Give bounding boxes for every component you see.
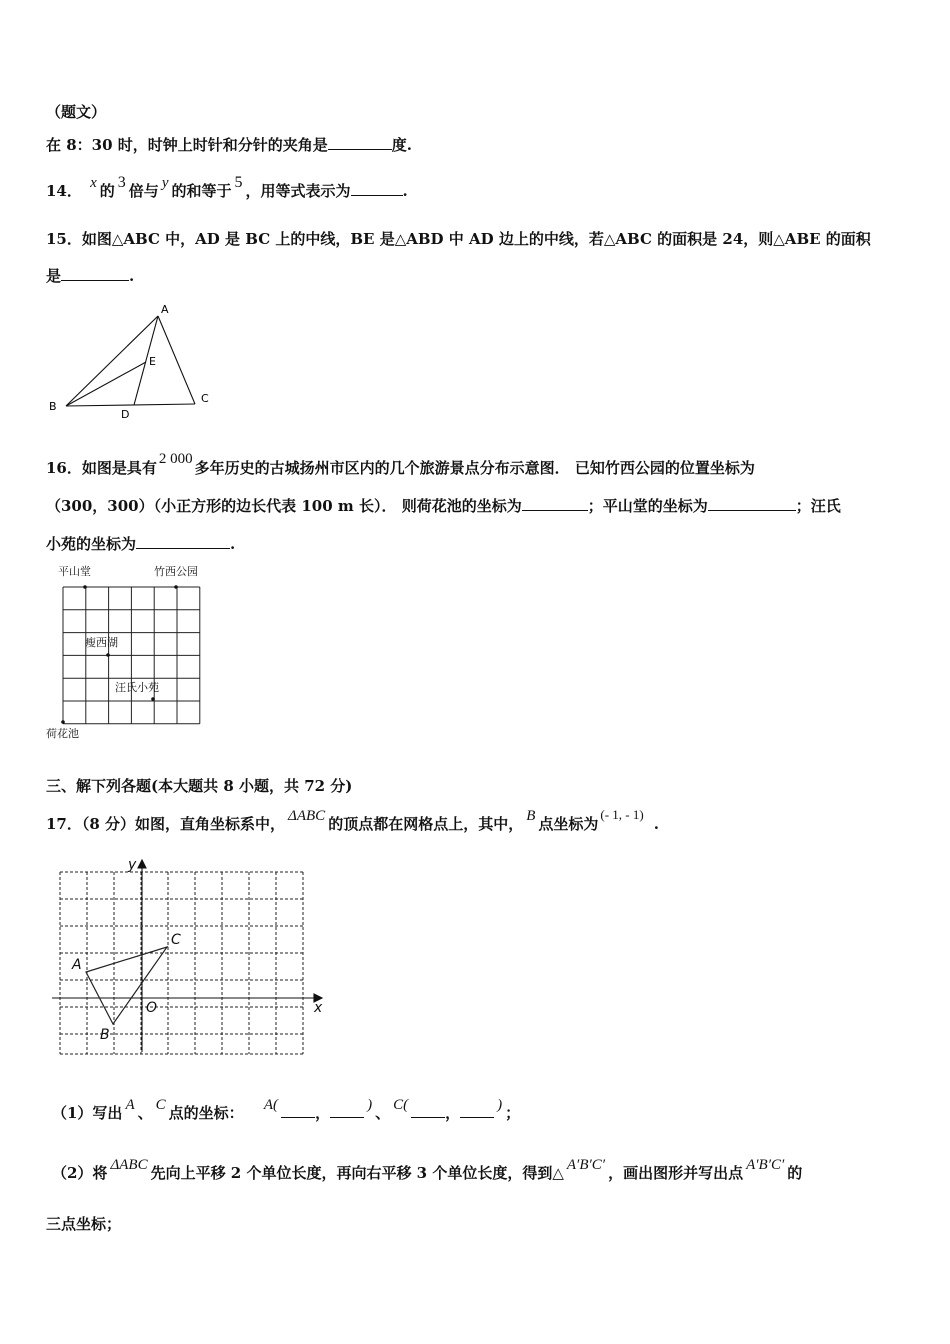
question-number: 14． [46, 182, 82, 200]
text-fragment: 的 [787, 1164, 803, 1182]
question-15-line-2 [46, 266, 134, 286]
math-number: 3 [117, 174, 126, 191]
answer-blank [328, 135, 392, 150]
text-fragment: 的和等于 [171, 182, 232, 200]
text-fragment: ； [505, 1104, 521, 1122]
scenic-spot-map [44, 560, 224, 745]
point-wangshixiaoyuan [151, 697, 155, 701]
segment-BC [66, 404, 195, 406]
question-17-part-2 [52, 1157, 803, 1184]
answer-blank [411, 1103, 445, 1118]
question-13 [46, 135, 412, 155]
question-15-line-1: 15．如图△ABC 中，AD 是 BC 上的中线，BE 是△ABD 中 AD 边上的中线，若△ABC 的面积是 24，则△ABE 的面积 [46, 230, 871, 248]
text-fragment: （2）将 [52, 1164, 108, 1182]
coordinate-grid-figure [50, 852, 330, 1057]
point-zhuxigongyuan [174, 585, 178, 589]
question-13-tail: 度. [391, 136, 412, 154]
text-fragment: ， [445, 1104, 461, 1122]
question-17 [46, 807, 659, 835]
text-fragment: ，画出图形并写出点 [608, 1164, 744, 1182]
math-triangle-prime: A′B′C′ [746, 1157, 785, 1173]
question-16-line-3 [46, 534, 235, 554]
y-axis-arrow [138, 860, 146, 868]
answer-blank [281, 1103, 315, 1118]
label-x: x [314, 1000, 323, 1016]
question-16-line-1 [46, 451, 755, 479]
text-fragment: 的顶点都在网格点上，其中， [328, 815, 524, 833]
math-point-a: A [125, 1097, 135, 1113]
math-variable-y: y [161, 175, 169, 191]
question-13-text: 在 8：30 时，时钟上时针和分针的夹角是 [46, 136, 328, 154]
text-fragment: 的 [99, 182, 115, 200]
label-O: O [146, 1000, 158, 1016]
text-fragment: 16．如图是具有 [46, 459, 157, 477]
label-C: C [201, 392, 209, 405]
label-pingshantang: 平山堂 [58, 565, 91, 578]
answer-blank [460, 1103, 494, 1118]
math-close: ) [497, 1097, 503, 1113]
text-fragment: 、 [375, 1104, 391, 1122]
answer-blank [136, 534, 230, 549]
text-fragment: . [230, 535, 236, 553]
text-fragment: . [129, 267, 135, 285]
label-D: D [121, 408, 130, 421]
math-triangle-prime: A′B′C′ [566, 1157, 606, 1173]
question-17-part-1 [52, 1097, 521, 1124]
math-a-open: A( [263, 1097, 279, 1113]
section-title: 三、解下列各题(本大题共 8 小题，共 72 分) [46, 777, 353, 795]
math-c-open: C( [393, 1097, 409, 1113]
text-fragment: 倍与 [128, 182, 159, 200]
point-pingshantang [83, 585, 87, 589]
label-zhuxigongyuan: 竹西公园 [154, 565, 198, 578]
point-hehuachi [61, 720, 65, 724]
math-close: ) [367, 1097, 373, 1113]
math-point-b: B [526, 808, 536, 824]
text-fragment: 、 [137, 1104, 153, 1122]
question-16-line-2 [46, 496, 841, 516]
math-triangle-abc: ΔABC [110, 1157, 148, 1173]
segment-BE [66, 362, 146, 406]
text-fragment: ；平山堂的坐标为 [587, 497, 708, 515]
math-coordinate: (- 1, - 1) [600, 807, 644, 822]
label-wangshixiaoyuan: 汪氏小苑 [115, 681, 159, 694]
math-point-c: C [155, 1097, 166, 1113]
segment-AB [66, 316, 158, 406]
label-A: A [72, 957, 82, 973]
text-fragment: . [402, 182, 408, 200]
text-fragment: 17．（8 分）如图，直角坐标系中， [46, 815, 286, 833]
text-fragment: . [653, 815, 659, 833]
math-variable-x: x [90, 175, 97, 191]
point-shouxihu [106, 653, 110, 657]
label-E: E [149, 355, 156, 368]
math-number: 5 [234, 174, 243, 191]
label-A: A [161, 303, 169, 316]
triangle-figure [44, 298, 224, 424]
text-fragment: 点坐标为 [538, 815, 599, 833]
text-fragment: ，用等式表示为 [245, 182, 351, 200]
text-fragment: 小苑的坐标为 [46, 535, 137, 553]
text-fragment: （300，300）（小正方形的边长代表 100 m 长）． 则荷花池的坐标为 [46, 497, 522, 515]
label-B: B [100, 1027, 110, 1043]
answer-blank [61, 266, 129, 281]
text-fragment: ， [315, 1104, 331, 1122]
answer-blank [351, 181, 403, 196]
question-header: （题文） [46, 103, 107, 121]
label-C: C [171, 932, 181, 948]
label-hehuachi: 荷花池 [46, 727, 79, 740]
dashed-grid [60, 872, 303, 1054]
text-fragment: 是 [46, 267, 62, 285]
answer-blank [330, 1103, 364, 1118]
question-17-part-2-line-2: 三点坐标； [46, 1215, 122, 1233]
question-14 [46, 174, 408, 202]
answer-blank [708, 496, 796, 511]
text-fragment: （1）写出 [52, 1104, 123, 1122]
math-number: 2 000 [158, 451, 193, 467]
math-triangle-abc: ΔABC [288, 808, 326, 824]
label-B: B [49, 400, 57, 413]
text-fragment: ；汪氏 [795, 497, 841, 515]
segment-AC [158, 316, 195, 404]
text-fragment: 点的坐标： [168, 1104, 244, 1122]
text-fragment: 先向上平移 2 个单位长度，再向右平移 3 个单位长度，得到△ [150, 1164, 564, 1182]
label-y: y [128, 857, 137, 873]
map-grid [63, 587, 200, 724]
label-shouxihu: 瘦西湖 [85, 636, 118, 649]
text-fragment: 多年历史的古城扬州市区内的几个旅游景点分布示意图． 已知竹西公园的位置坐标为 [194, 459, 755, 477]
answer-blank [522, 496, 588, 511]
